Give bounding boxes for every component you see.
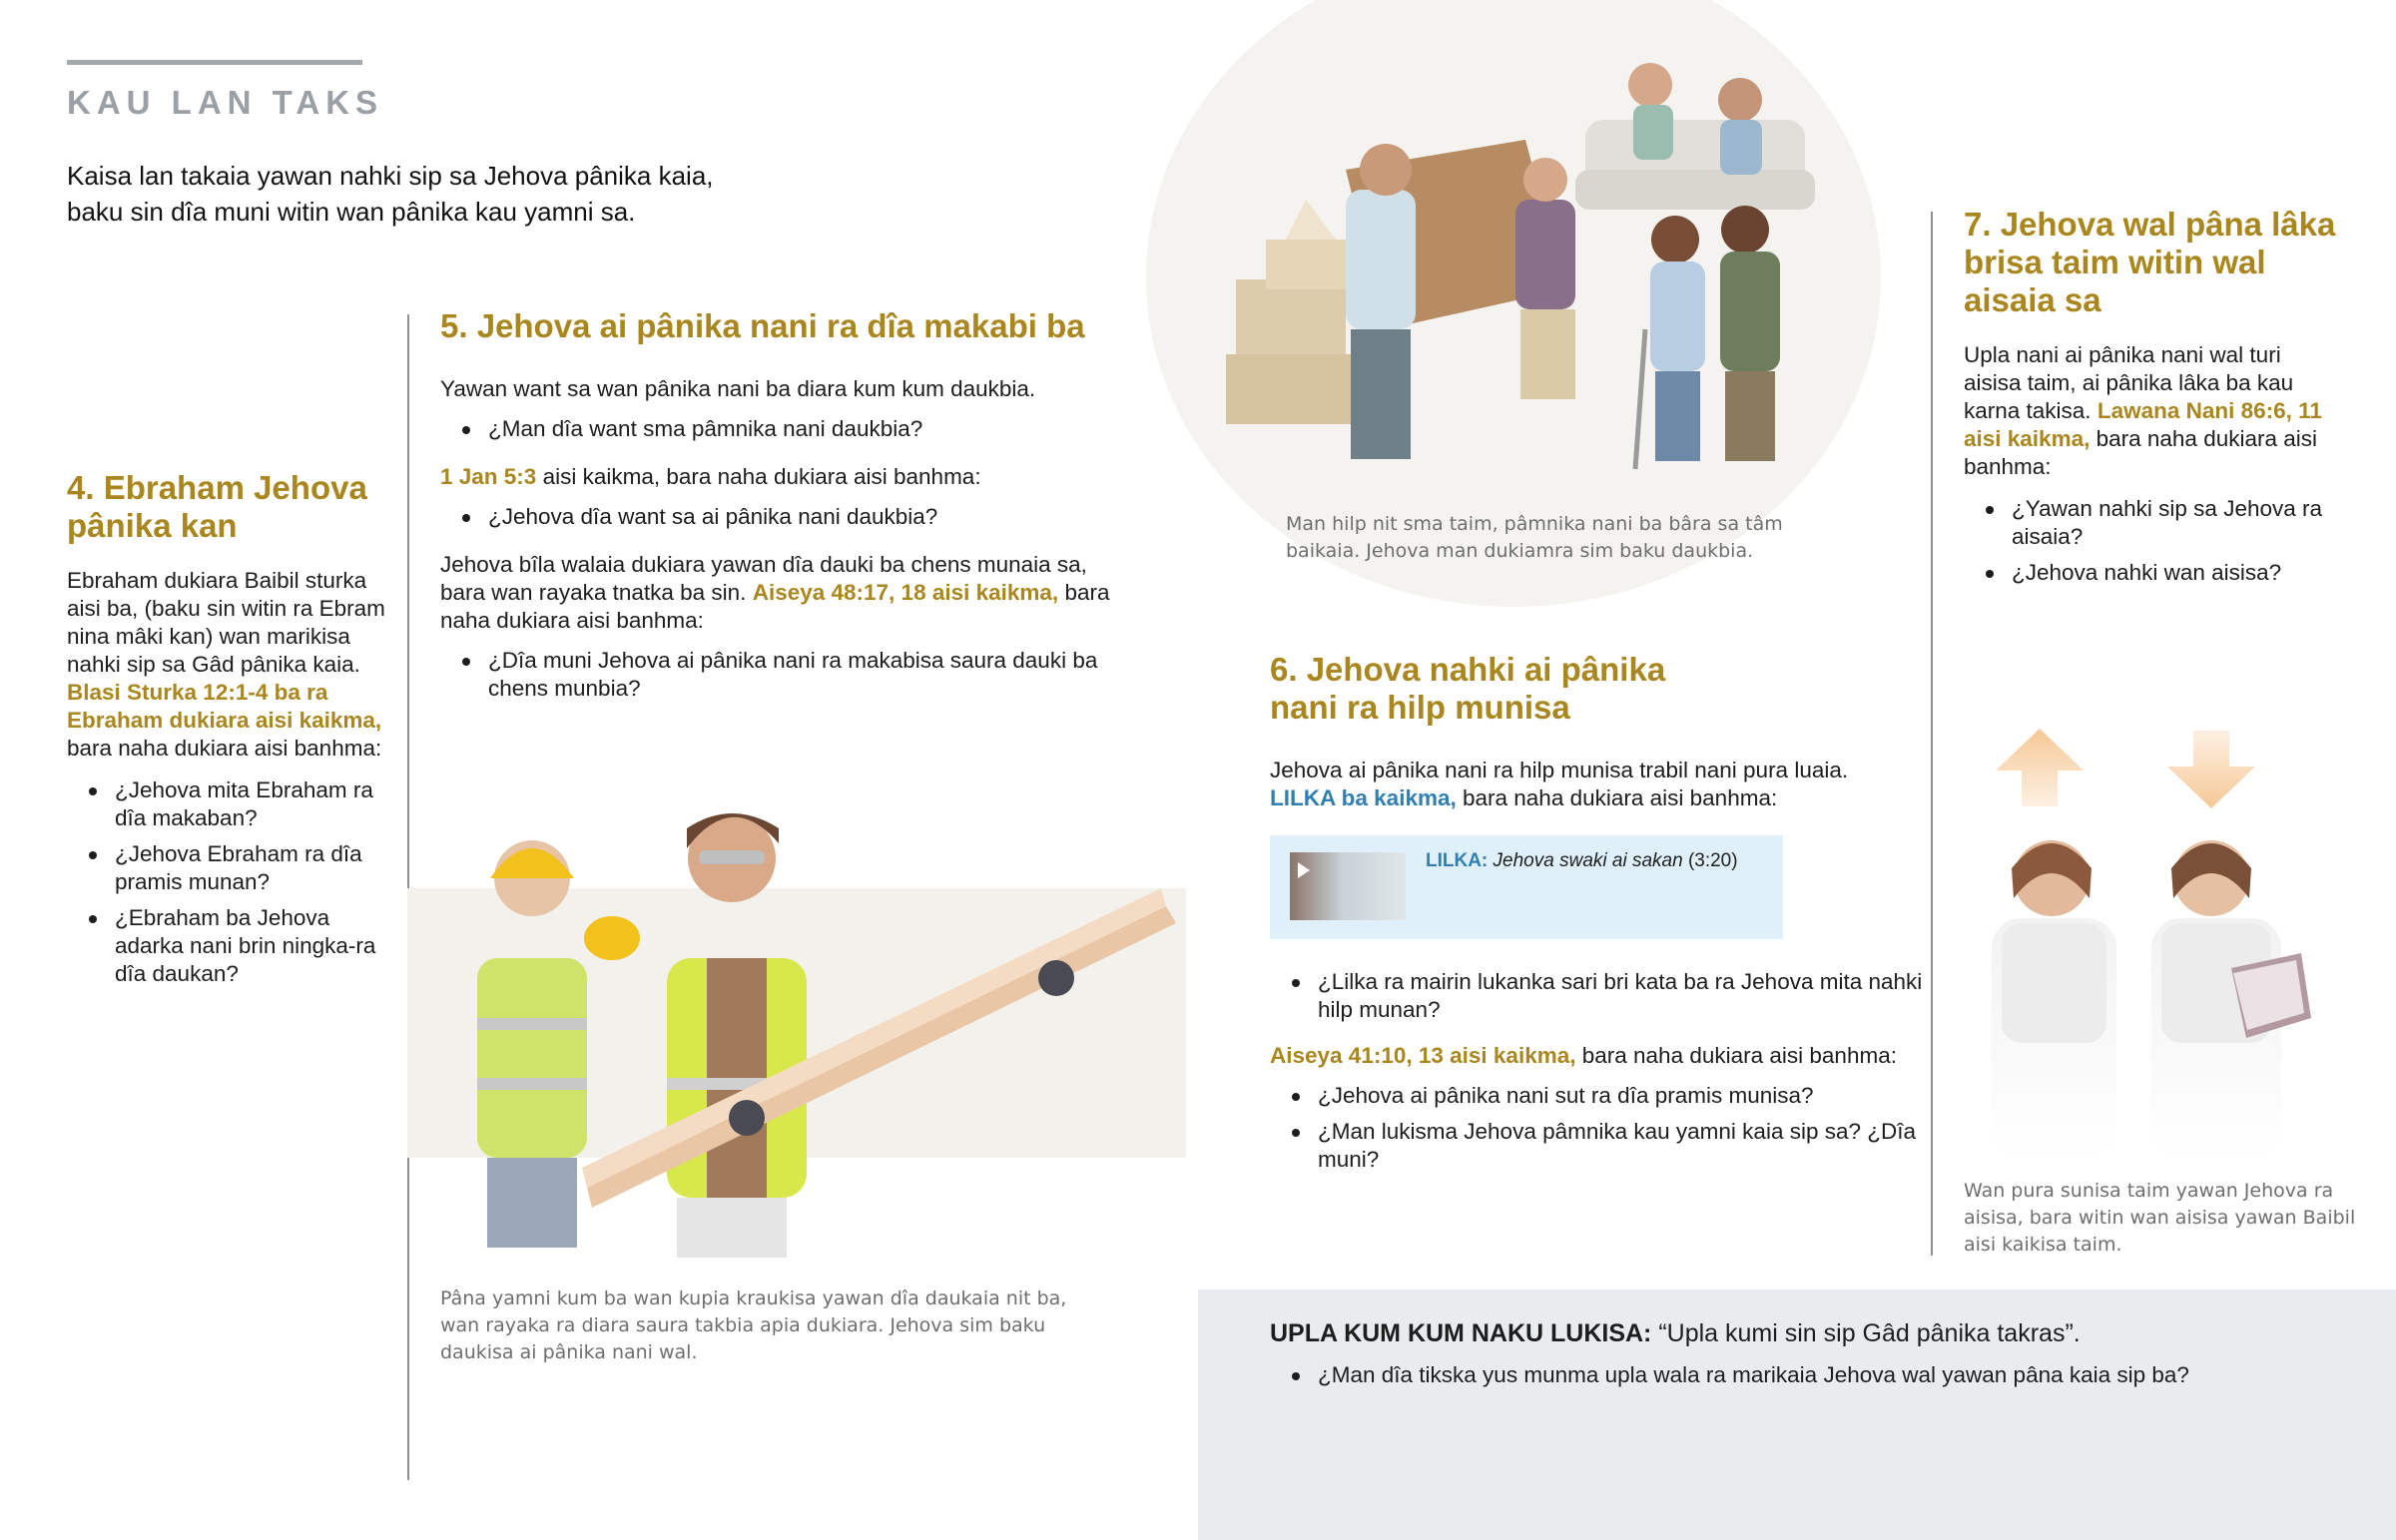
section-6-title-line-2: nani ra hilp munisa [1270,689,1570,726]
question-item: ¿Jehova nahki wan aisisa? [1964,559,2343,587]
reading-woman [2151,840,2311,1158]
section-6-after-2: bara naha dukiara aisi banhma: [1581,1043,1897,1068]
section-7-after: bara naha dukiara aisi banhma: [1964,426,2318,479]
section-6-lower [1270,968,1929,1182]
question-item: ¿Man dîa tikska yus munma upla wala ra marikaia Jehova wal yawan pâna kaia sip ba? [1270,1361,2368,1389]
section-6-ref-2[interactable]: Aiseya 41:10, 13 aisi kaikma, [1270,1043,1576,1068]
top-figure-caption-wrap [1286,511,1805,565]
section-5-questions-2 [440,503,1129,531]
section-5-body-2 [440,463,1129,491]
section-6-body-2 [1270,1042,1929,1070]
section-4-title: 4. Ebraham Jehova pânika kan [67,469,367,544]
section-5-caption: Pâna yamni kum ba wan kupia kraukisa yawan dîa daukaia nit ba, wan rayaka ra diara saura takbia apia dukiara. Jehova sim baku daukisa ai pânika nani wal. [440,1287,1067,1363]
section-7-text: Upla nani ai pânika nani wal turi aisisa taim, ai pânika lâka ba kau karna takisa. [1964,342,2294,423]
section-5-ref-1[interactable]: 1 Jan 5:3 [440,464,537,489]
question-item: ¿Man lukisma Jehova pâmnika kau yamni kaia sip sa? ¿Dîa muni? [1270,1118,1929,1174]
section-4-text: Ebraham dukiara Baibil sturka aisi ba, (baku sin witin ra Ebram nina mâki kan) wan marikisa nahki sip sa Gâd pânika kaia. [67,568,385,677]
section-6-video-link[interactable]: LILKA ba kaikma, [1270,785,1457,810]
intro-line-1: Kaisa lan takaia yawan nahki sip sa Jehova pânika kaia, [67,161,714,191]
footer-quote: “Upla kumi sin sip Gâd pânika takras”. [1658,1319,2081,1347]
intro-line-2: baku sin dîa muni witin wan pânika kau yamni sa. [67,197,636,227]
section-6-questions-2 [1270,1082,1929,1174]
video-duration: (3:20) [1687,850,1738,871]
section-4-after: bara naha dukiara aisi banhma: [67,736,382,761]
footer-panel [1198,1289,2396,1540]
section-label: KAU LAN TAKS [67,84,384,121]
section-4-questions [67,776,386,988]
question-item: ¿Dîa muni Jehova ai pânika nani ra makabisa saura dauki ba chens munbia? [440,647,1129,703]
section-5-after-3: bara naha dukiara aisi banhma: [440,580,1110,633]
question-item: ¿Lilka ra mairin lukanka sari bri kata ba ra Jehova mita nahki hilp munan? [1270,968,1929,1024]
section-5-text-3: Jehova bîla walaia dukiara yawan dîa dauki ba chens munaia sa, bara wan rayaka tnatka ba sin. [440,552,1087,605]
video-title[interactable]: Jehova swaki ai sakan [1493,850,1683,871]
question-item: ¿Man dîa want sma pâmnika nani daukbia? [440,415,1129,443]
section-5-body-3 [440,551,1129,635]
down-arrow-icon [2167,731,2255,808]
section-5-questions-1 [440,415,1129,443]
section-5-caption-wrap [440,1285,1079,1366]
section-7-questions [1964,495,2343,587]
section-5-ref-3[interactable]: Aiseya 48:17, 18 aisi kaikma, [752,580,1059,605]
section-6-after: bara naha dukiara aisi banhma: [1463,785,1778,810]
section-6-title [1270,651,1929,727]
footer-heading-line [1270,1317,2368,1349]
section-6 [1270,651,1929,812]
video-label: LILKA: [1426,850,1489,871]
question-item: ¿Jehova Ebraham ra dîa pramis munan? [67,840,386,896]
section-5-title: 5. Jehova ai pânika nani ra dîa makabi ba [440,307,1085,344]
video-card[interactable] [1270,835,1783,939]
question-item: ¿Yawan nahki sip sa Jehova ra aisaia? [1964,495,2343,551]
section-6-questions-1 [1270,968,1929,1024]
question-item: ¿Jehova dîa want sa ai pânika nani daukbia? [440,503,1129,531]
section-4-body [67,567,386,763]
video-thumbnail[interactable] [1290,852,1406,920]
section-7-caption-wrap [1964,1178,2363,1259]
section-5-questions-3 [440,647,1129,703]
section-7-title: 7. Jehova wal pâna lâka brisa taim witin wal aisaia sa [1964,206,2336,318]
section-4-ref[interactable]: Blasi Sturka 12:1-4 ba ra Ebraham dukiara aisi kaikma, [67,680,382,733]
section-5-after-1: aisi kaikma, bara naha dukiara aisi banhma: [542,464,981,489]
question-item: ¿Ebraham ba Jehova adarka nani brin ningka-ra dîa daukan? [67,904,386,988]
top-figure-caption: Man hilp nit sma taim, pâmnika nani ba bâra sa tâm baikaia. Jehova man dukiamra sim baku daukbia. [1286,513,1783,562]
section-7-body [1964,341,2343,481]
section-4 [67,469,386,996]
section-7-ref[interactable]: Lawana Nani 86:6, 11 aisi kaikma, [1964,398,2322,451]
section-5 [440,307,1129,711]
worker-figure [667,813,807,1258]
footer-heading: UPLA KUM KUM NAKU LUKISA: [1270,1319,1652,1347]
prayer-reading-illustration [1972,719,2371,1158]
header-rule [67,60,362,65]
question-item: ¿Jehova ai pânika nani sut ra dîa pramis munisa? [1270,1082,1929,1110]
column-divider-2 [1931,212,1933,1256]
section-6-title-line-1: 6. Jehova nahki ai pânika [1270,651,1666,688]
question-item: ¿Jehova mita Ebraham ra dîa makaban? [67,776,386,832]
video-title-line [1426,849,1738,873]
up-arrow-icon [1996,729,2084,806]
section-7-caption: Wan pura sunisa taim yawan Jehova ra aisisa, bara witin wan aisisa yawan Baibil aisi kaikisa taim. [1964,1180,2356,1256]
praying-woman [1992,840,2116,1158]
footer-questions [1270,1361,2368,1397]
section-6-body [1270,757,1929,812]
section-5-text-1: Yawan want sa wan pânika nani ba diara kum kum daukbia. [440,376,1036,401]
section-7 [1964,206,2343,595]
play-icon[interactable] [1298,862,1310,878]
workers-illustration [407,788,1186,1268]
section-6-text: Jehova ai pânika nani ra hilp munisa trabil nani pura luaia. [1270,758,1849,782]
intro-text [67,158,866,230]
